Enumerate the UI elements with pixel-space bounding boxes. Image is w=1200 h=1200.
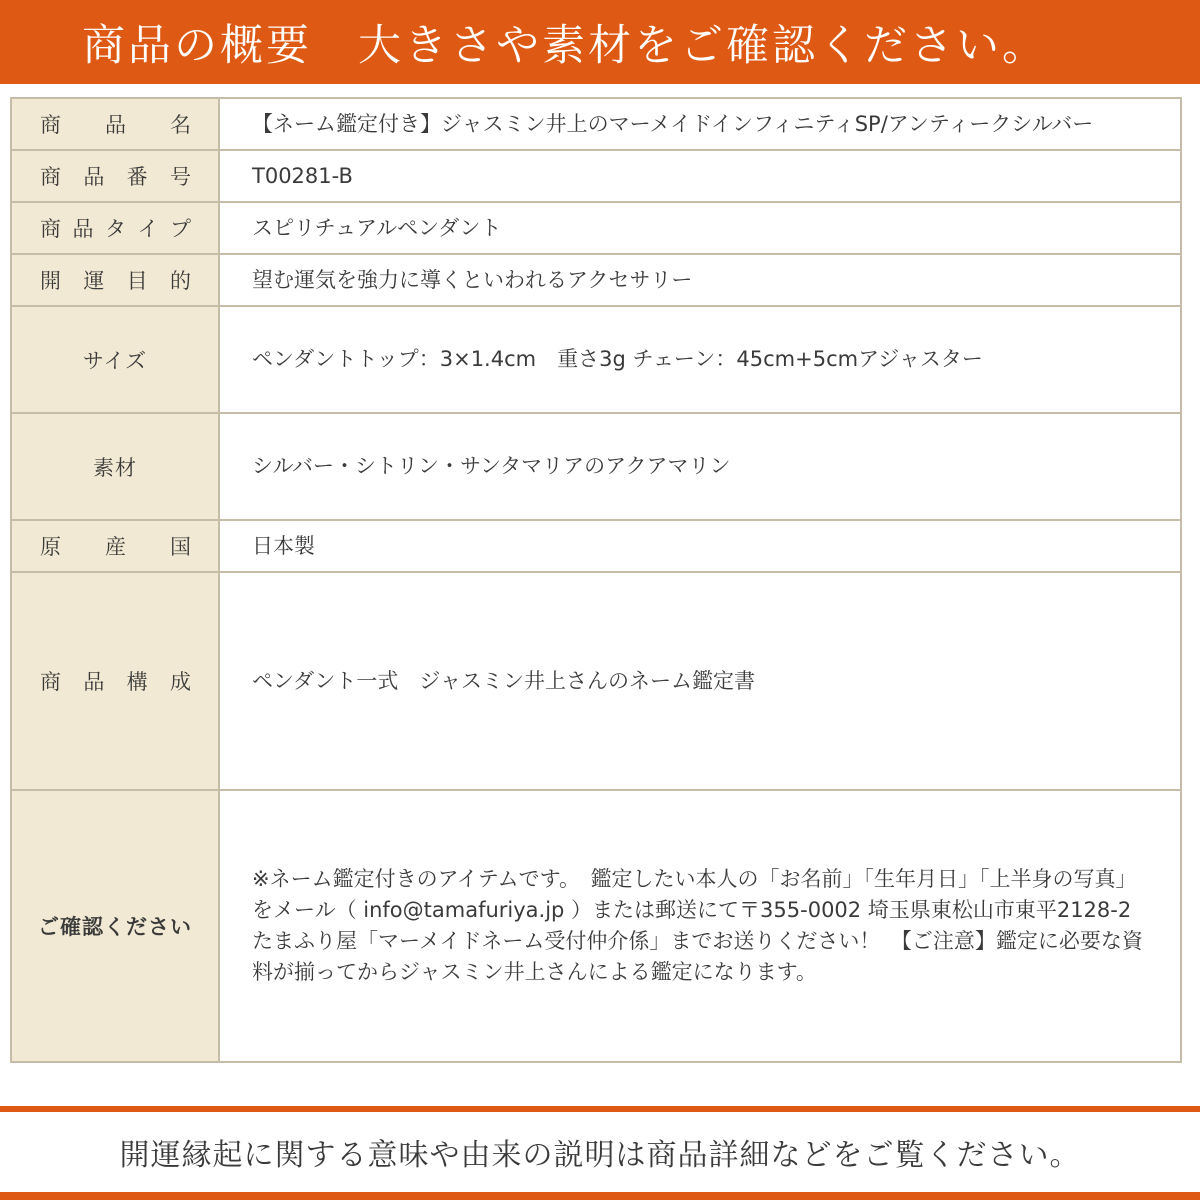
label-product-number <box>11 150 219 202</box>
table-row <box>11 413 1181 520</box>
label-char: 成 <box>169 670 192 694</box>
label-char: 名 <box>170 113 192 137</box>
label-char: 番 <box>126 165 149 189</box>
label-char: 号 <box>169 165 192 189</box>
spec-table <box>10 97 1182 1063</box>
value-origin: 日本製 <box>219 520 1181 572</box>
label-char: 品 <box>72 217 95 241</box>
label-char: 品 <box>83 165 106 189</box>
label-char: 運 <box>83 269 106 293</box>
label-fortune-purpose <box>11 254 219 306</box>
value-confirm-notice: ※ネーム鑑定付きのアイテムです。 鑑定したい本人の「お名前」「生年月日」「上半身の写真」をメール（ info@tamafuriya.jp ）または郵送にて〒355-0002 埼玉県東松山市東平2128-2 たまふり屋「マーメイドネーム受付仲介係」までお送りください！ 【ご注意】鑑定に必要な資料が揃ってからジャスミン井上さんによる鑑定になります。 <box>219 790 1181 1062</box>
table-row <box>11 306 1181 413</box>
label-char: 国 <box>170 535 192 559</box>
label-product-type <box>11 202 219 254</box>
label-confirm: ご確認ください <box>11 790 219 1062</box>
label-char: 産 <box>105 535 127 559</box>
label-char: 品 <box>105 113 127 137</box>
label-origin <box>11 520 219 572</box>
label-char: タ <box>105 217 127 241</box>
header-banner <box>0 0 1200 84</box>
value-size: ペンダントトップ：3×1.4cm 重さ3g チェーン：45cm+5cmアジャスター <box>219 306 1181 413</box>
page-title: 商品の概要 大きさや素材をご確認ください。 <box>82 20 1048 71</box>
table-row <box>11 520 1181 572</box>
value-material: シルバー・シトリン・サンタマリアのアクアマリン <box>219 413 1181 520</box>
label-contents <box>11 572 219 790</box>
table-row <box>11 790 1181 1062</box>
footer-note: 開運縁起に関する意味や由来の説明は商品詳細などをご覧ください。 <box>119 1138 1081 1173</box>
label-size: サイズ <box>11 306 219 413</box>
label-char: 的 <box>169 269 192 293</box>
label-char: 商 <box>40 670 62 694</box>
table-row <box>11 202 1181 254</box>
label-char: 原 <box>40 535 62 559</box>
table-row <box>11 98 1181 150</box>
label-char: 商 <box>40 165 62 189</box>
table-row <box>11 572 1181 790</box>
table-row <box>11 150 1181 202</box>
label-char: 商 <box>40 217 62 241</box>
label-char: 目 <box>126 269 149 293</box>
value-product-type: スピリチュアルペンダント <box>219 202 1181 254</box>
footer-divider-bottom <box>0 1192 1200 1200</box>
value-contents: ペンダント一式 ジャスミン井上さんのネーム鑑定書 <box>219 572 1181 790</box>
value-product-number: T00281-B <box>219 150 1181 202</box>
label-char: 構 <box>126 670 149 694</box>
label-char: プ <box>170 217 192 241</box>
value-product-name: 【ネーム鑑定付き】ジャスミン井上のマーメイドインフィニティSP/アンティークシルバー <box>219 98 1181 150</box>
label-product-name <box>11 98 219 150</box>
table-row <box>11 254 1181 306</box>
label-char: イ <box>137 217 160 241</box>
label-char: 商 <box>40 113 62 137</box>
label-char: 品 <box>83 670 106 694</box>
value-fortune-purpose: 望む運気を強力に導くといわれるアクセサリー <box>219 254 1181 306</box>
label-material: 素材 <box>11 413 219 520</box>
label-char: 開 <box>40 269 62 293</box>
